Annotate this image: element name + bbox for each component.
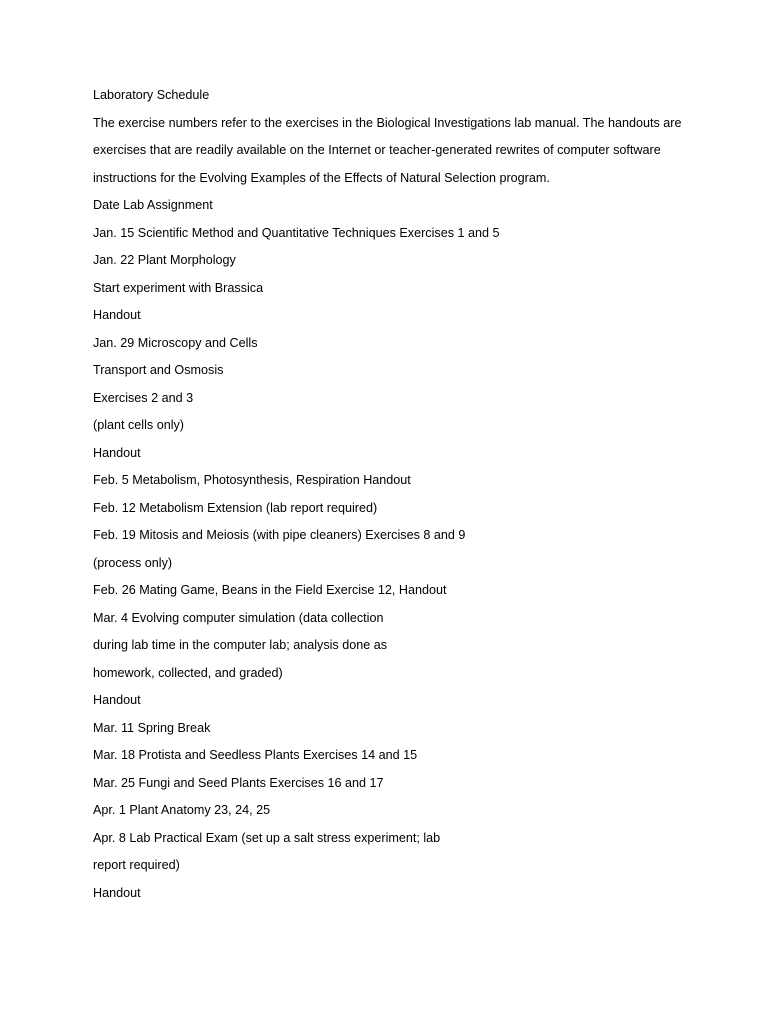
schedule-line: Transport and Osmosis	[93, 363, 224, 377]
schedule-line: report required)	[93, 858, 180, 872]
schedule-line: Feb. 26 Mating Game, Beans in the Field Exercise 12, Handout	[93, 583, 447, 597]
paragraph: exercises that are readily available on the Internet or teacher-generated rewrites of computer software	[93, 143, 661, 157]
schedule-line: Jan. 29 Microscopy and Cells	[93, 335, 258, 350]
schedule-line: (process only)	[93, 555, 173, 570]
schedule-line: during lab time in the computer lab; analysis done as	[93, 638, 388, 652]
schedule-line: Apr. 1 Plant Anatomy 23, 24, 25	[93, 803, 271, 817]
schedule-line: Start experiment with Brassica	[93, 280, 264, 295]
schedule-line: Mar. 4 Evolving computer simulation (data collection	[93, 610, 384, 625]
schedule-line: Mar. 11 Spring Break	[93, 720, 211, 735]
schedule-line: Mar. 25 Fungi and Seed Plants Exercises 16 and 17	[93, 775, 384, 790]
document-page	[93, 87, 683, 912]
schedule-line: Exercises 2 and 3	[93, 390, 194, 405]
schedule-line: Handout	[93, 693, 141, 707]
schedule-line: Mar. 18 Protista and Seedless Plants Exercises 14 and 15	[93, 748, 418, 762]
schedule-line: Feb. 12 Metabolism Extension (lab report required)	[93, 500, 378, 515]
schedule-header: Date Lab Assignment	[93, 198, 213, 212]
schedule-line: Handout	[93, 445, 141, 460]
schedule-line: homework, collected, and graded)	[93, 665, 283, 680]
schedule-line: Apr. 8 Lab Practical Exam (set up a salt stress experiment; lab	[93, 830, 441, 845]
schedule-line: Jan. 22 Plant Morphology	[93, 253, 236, 267]
paragraph: instructions for the Evolving Examples of the Effects of Natural Selection program.	[93, 170, 550, 185]
schedule-line: Handout	[93, 308, 141, 322]
schedule-line: Jan. 15 Scientific Method and Quantitative Techniques Exercises 1 and 5	[93, 225, 500, 240]
schedule-line: Feb. 19 Mitosis and Meiosis (with pipe cleaners) Exercises 8 and 9	[93, 528, 466, 542]
schedule-line: (plant cells only)	[93, 418, 184, 432]
schedule-line: Handout	[93, 885, 141, 900]
paragraph: The exercise numbers refer to the exercises in the Biological Investigations lab manual. The handouts are	[93, 115, 682, 130]
schedule-line: Feb. 5 Metabolism, Photosynthesis, Respiration Handout	[93, 473, 411, 487]
document-title: Laboratory Schedule	[93, 88, 210, 102]
